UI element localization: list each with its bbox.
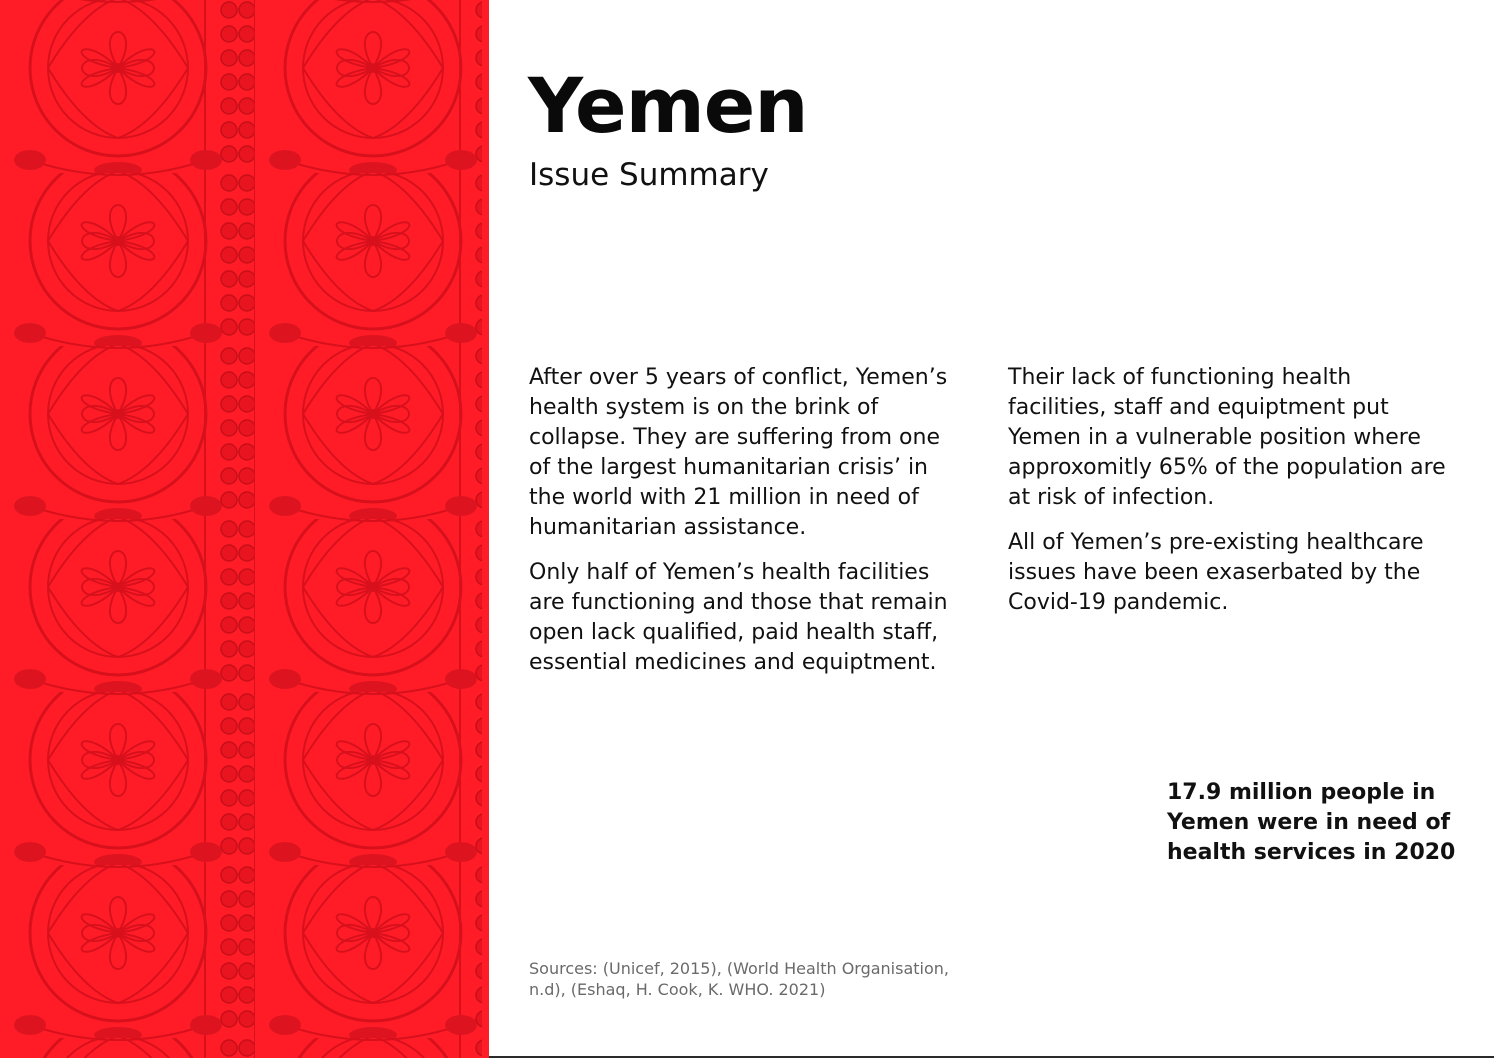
decorative-pattern-panel [0, 0, 489, 1058]
sources-note: Sources: (Unicef, 2015), (World Health Organisation, n.d), (Eshaq, H. Cook, K. WHO. 2021) [529, 959, 949, 999]
page-title: Yemen [528, 61, 808, 150]
page-subtitle: Issue Summary [529, 157, 769, 193]
statistic-callout: 17.9 million people in Yemen were in need of health services in 2020 [1167, 780, 1456, 865]
paragraph: All of Yemen’s pre-existing healthcare issues have been exaserbated by the Covid-19 pandemic. [1008, 530, 1424, 615]
paragraph: Only half of Yemen’s health facilities are functioning and those that remain open lack qualified, paid health staff, essential medicines and equiptment. [529, 560, 948, 675]
paragraph: After over 5 years of conflict, Yemen’s health system is on the brink of collapse. They are suffering from one of the largest humanitarian crisis’ in the world with 21 million in need of humanitarian assistance. [529, 365, 948, 540]
floral-pattern-icon [0, 0, 489, 1058]
paragraph: Their lack of functioning health facilities, staff and equiptment put Yemen in a vulnerable position where approxomitly 65% of the population are at risk of infection. [1008, 365, 1446, 510]
right-text-column [1008, 363, 1448, 633]
left-text-column [529, 363, 961, 693]
